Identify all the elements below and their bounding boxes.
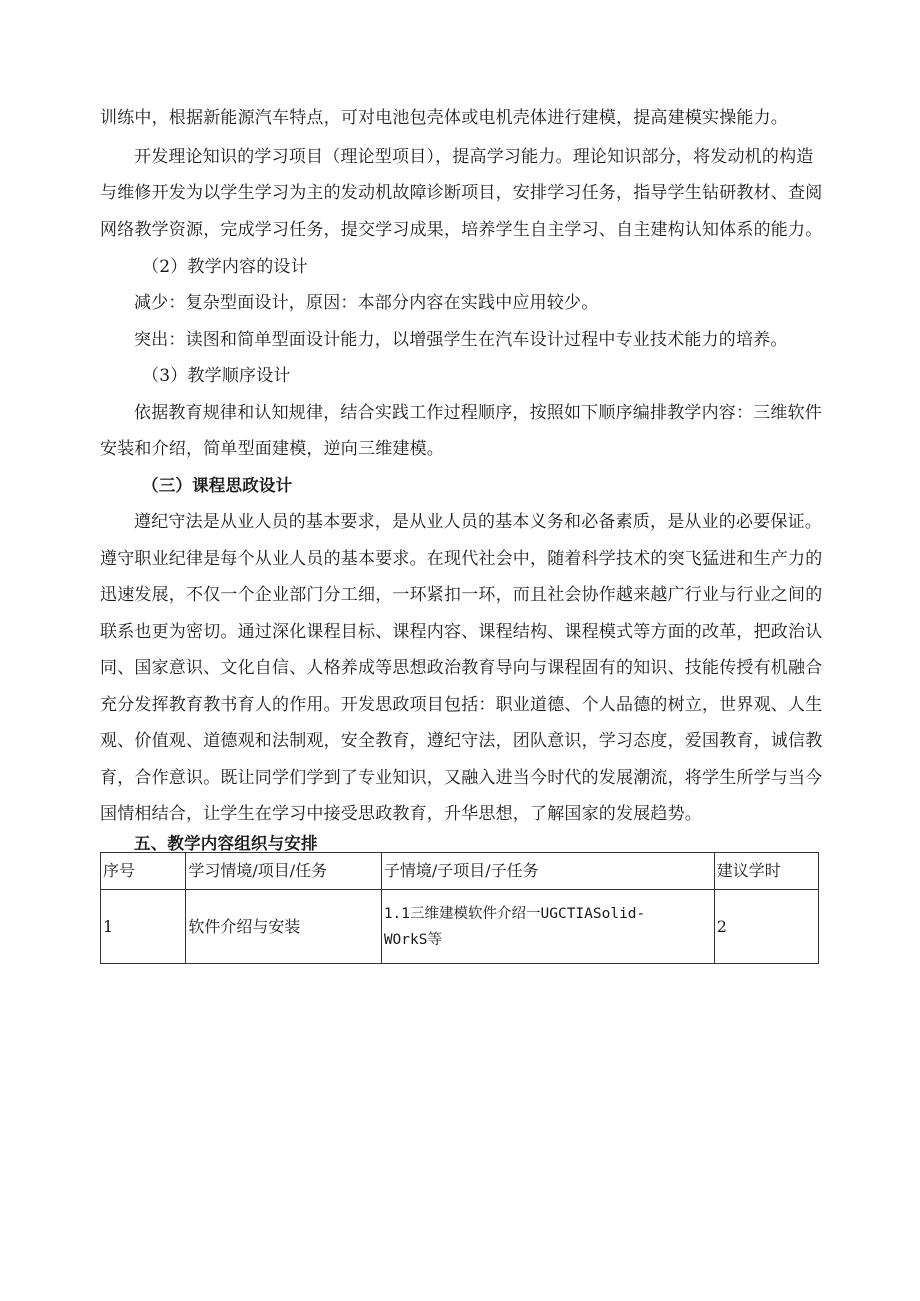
cell-sub-line: WOrkS等 — [383, 931, 442, 948]
paragraph-line: 充分发挥教育教书育人的作用。开发思政项目包括：职业道德、个人品德的树立，世界观、人生 — [100, 695, 823, 715]
section-heading: （三）课程思政设计 — [142, 476, 293, 495]
paragraph-line: 突出：读图和简单型面设计能力，以增强学生在汽车设计过程中专业技术能力的培养。 — [134, 330, 788, 350]
cell-no: 1 — [101, 890, 186, 964]
subheading: （2）教学内容的设计 — [142, 257, 308, 277]
paragraph-line: 网络教学资源，完成学习任务，提交学习成果，培养学生自主学习、自主建构认知体系的能力。 — [100, 220, 823, 240]
paragraph-line: 育，合作意识。既让同学们学到了专业知识，又融入进当今时代的发展潮流，将学生所学与当今 — [100, 768, 823, 788]
paragraph-line: 遵纪守法是从业人员的基本要求，是从业人员的基本义务和必备素质，是从业的必要保证。 — [134, 512, 822, 532]
paragraph-line: 与维修开发为以学生学习为主的发动机故障诊断项目，安排学习任务，指导学生钻研教材、查阅 — [100, 183, 823, 203]
paragraph-line: 同、国家意识、文化自信、人格养成等思想政治教育导向与课程固有的知识、技能传授有机融合 — [100, 658, 823, 678]
subheading: （3）教学顺序设计 — [142, 366, 291, 386]
paragraph-line: 安装和介绍，简单型面建模，逆向三维建模。 — [100, 439, 444, 459]
header-cell-situation: 学习情境/项目/任务 — [186, 853, 381, 890]
paragraph-line: 减少：复杂型面设计，原因：本部分内容在实践中应用较少。 — [134, 293, 599, 313]
paragraph-line: 观、价值观、道德观和法制观，安全教育，遵纪守法，团队意识，学习态度，爱国教育，诚信教 — [100, 731, 823, 751]
paragraph-line: 开发理论知识的学习项目（理论型项目），提高学习能力。理论知识部分，将发动机的构造 — [134, 147, 814, 167]
paragraph-line: 迅速发展，不仅一个企业部门分工细，一环紧扣一环，而且社会协作越来越广行业与行业之间的 — [100, 585, 823, 605]
cell-situation: 软件介绍与安装 — [186, 890, 381, 964]
table-header-row — [101, 853, 819, 890]
header-cell-sub: 子情境/子项目/子任务 — [381, 853, 714, 890]
paragraph-line: 遵守职业纪律是每个从业人员的基本要求。在现代社会中，随着科学技术的突飞猛进和生产力的 — [100, 549, 823, 569]
chapter-heading: 五、教学内容组织与安排 — [134, 834, 318, 853]
paragraph-line: 联系也更为密切。通过深化课程目标、课程内容、课程结构、课程模式等方面的改革，把政治认 — [100, 622, 823, 642]
cell-hours: 2 — [714, 890, 818, 964]
schedule-table — [100, 852, 819, 964]
table-row — [101, 890, 819, 964]
header-cell-no: 序号 — [101, 853, 186, 890]
cell-sub-line: 1.1三维建模软件介绍一UGCTIASolid- — [383, 905, 646, 922]
paragraph-line: 训练中，根据新能源汽车特点，可对电池包壳体或电机壳体进行建模，提高建模实操能力。 — [100, 108, 788, 128]
cell-sub — [381, 890, 714, 964]
paragraph-line: 依据教育规律和认知规律，结合实践工作过程顺序，按照如下顺序编排教学内容：三维软件 — [134, 403, 822, 423]
paragraph-line: 国情相结合，让学生在学习中接受思政教育，升华思想，了解国家的发展趋势。 — [100, 804, 702, 824]
header-cell-hours: 建议学时 — [714, 853, 818, 890]
